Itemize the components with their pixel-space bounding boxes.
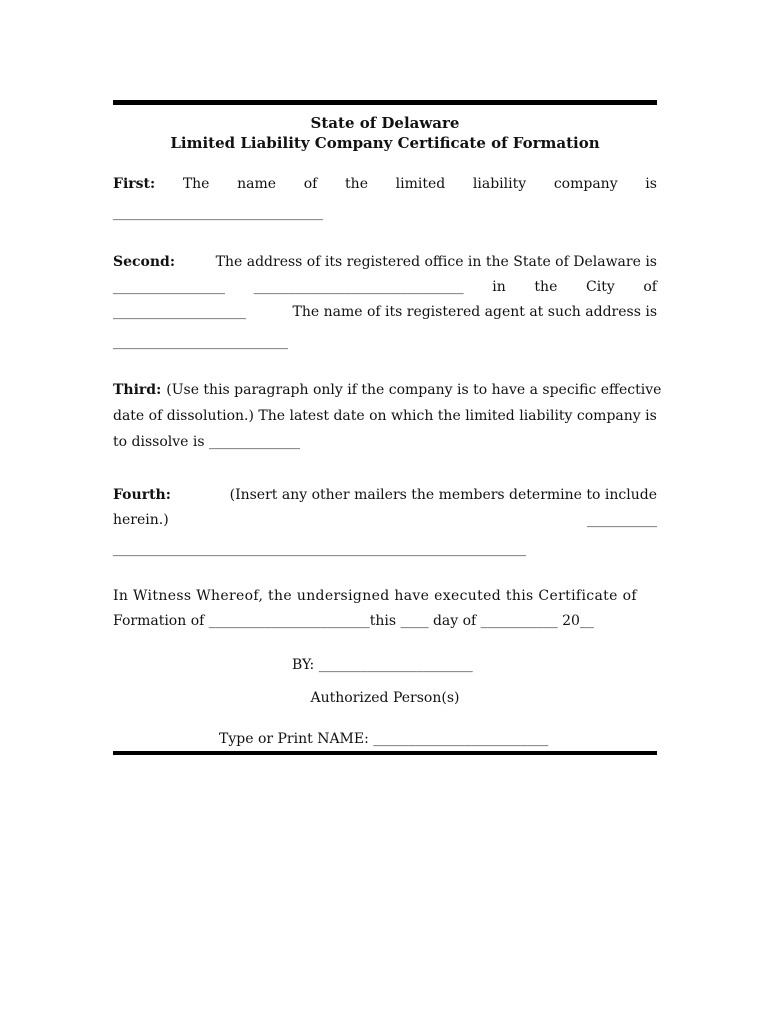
second-word: of (643, 279, 657, 295)
second-label: Second: (113, 254, 176, 270)
signature-by-line: BY: ______________________ (292, 657, 473, 673)
fourth-line1-text: (Insert any other mailers the members determine to include (229, 487, 657, 503)
fourth-paragraph-line2 (113, 510, 657, 530)
first-word: limited (395, 176, 446, 192)
fourth-label: Fourth: (113, 487, 171, 503)
first-paragraph-line1 (113, 174, 657, 194)
dissolution-date-line: to dissolve is _____________ (113, 434, 300, 450)
third-paragraph-line1 (113, 380, 662, 400)
fourth-line2-text: herein.) (113, 512, 169, 528)
second-line1-text: The address of its registered office in the State of Delaware is (215, 254, 657, 270)
second-word: in (492, 279, 506, 295)
registered-agent-blank: _________________________ (113, 334, 288, 350)
address-blank: ______________________________ (253, 279, 464, 295)
second-word: City (586, 279, 615, 295)
fourth-paragraph-line1 (113, 485, 657, 505)
third-line1-text: (Use this paragraph only if the company is to have a specific effective (166, 382, 662, 398)
fourth-line2-blank: __________ (587, 512, 657, 528)
third-label: Third: (113, 382, 162, 398)
second-paragraph-line1 (113, 252, 657, 272)
second-paragraph-line3 (113, 302, 657, 322)
city-blank: ___________________ (113, 304, 246, 320)
document-title-state: State of Delaware (310, 114, 460, 132)
street-address-blank: ________________ (113, 279, 225, 295)
first-word: name (237, 176, 277, 192)
first-word: is (645, 176, 657, 192)
company-name-blank: ______________________________ (113, 205, 323, 221)
first-label: First: (113, 176, 156, 192)
first-word: the (345, 176, 368, 192)
first-word: The (182, 176, 210, 192)
document-title-certificate: Limited Liability Company Certificate of Formation (170, 134, 600, 152)
top-rule (113, 100, 657, 105)
first-word: of (303, 176, 318, 192)
third-paragraph-line2: date of dissolution.) The latest date on which the limited liability company is (113, 408, 657, 424)
bottom-rule (113, 751, 657, 755)
other-matters-blank: ___________________________________________________________ (113, 541, 526, 557)
second-word: the (534, 279, 558, 295)
first-word: liability (472, 176, 527, 192)
first-word: company (553, 176, 618, 192)
print-name-line: Type or Print NAME: _________________________ (219, 731, 549, 747)
second-paragraph-line2 (113, 277, 657, 297)
second-line3-text: The name of its registered agent at such address is (292, 304, 657, 320)
authorized-persons-label: Authorized Person(s) (310, 690, 460, 706)
witness-line1: In Witness Whereof, the undersigned have executed this Certificate of (113, 588, 637, 604)
witness-line2: Formation of _______________________this ____ day of ___________ 20__ (113, 613, 594, 629)
